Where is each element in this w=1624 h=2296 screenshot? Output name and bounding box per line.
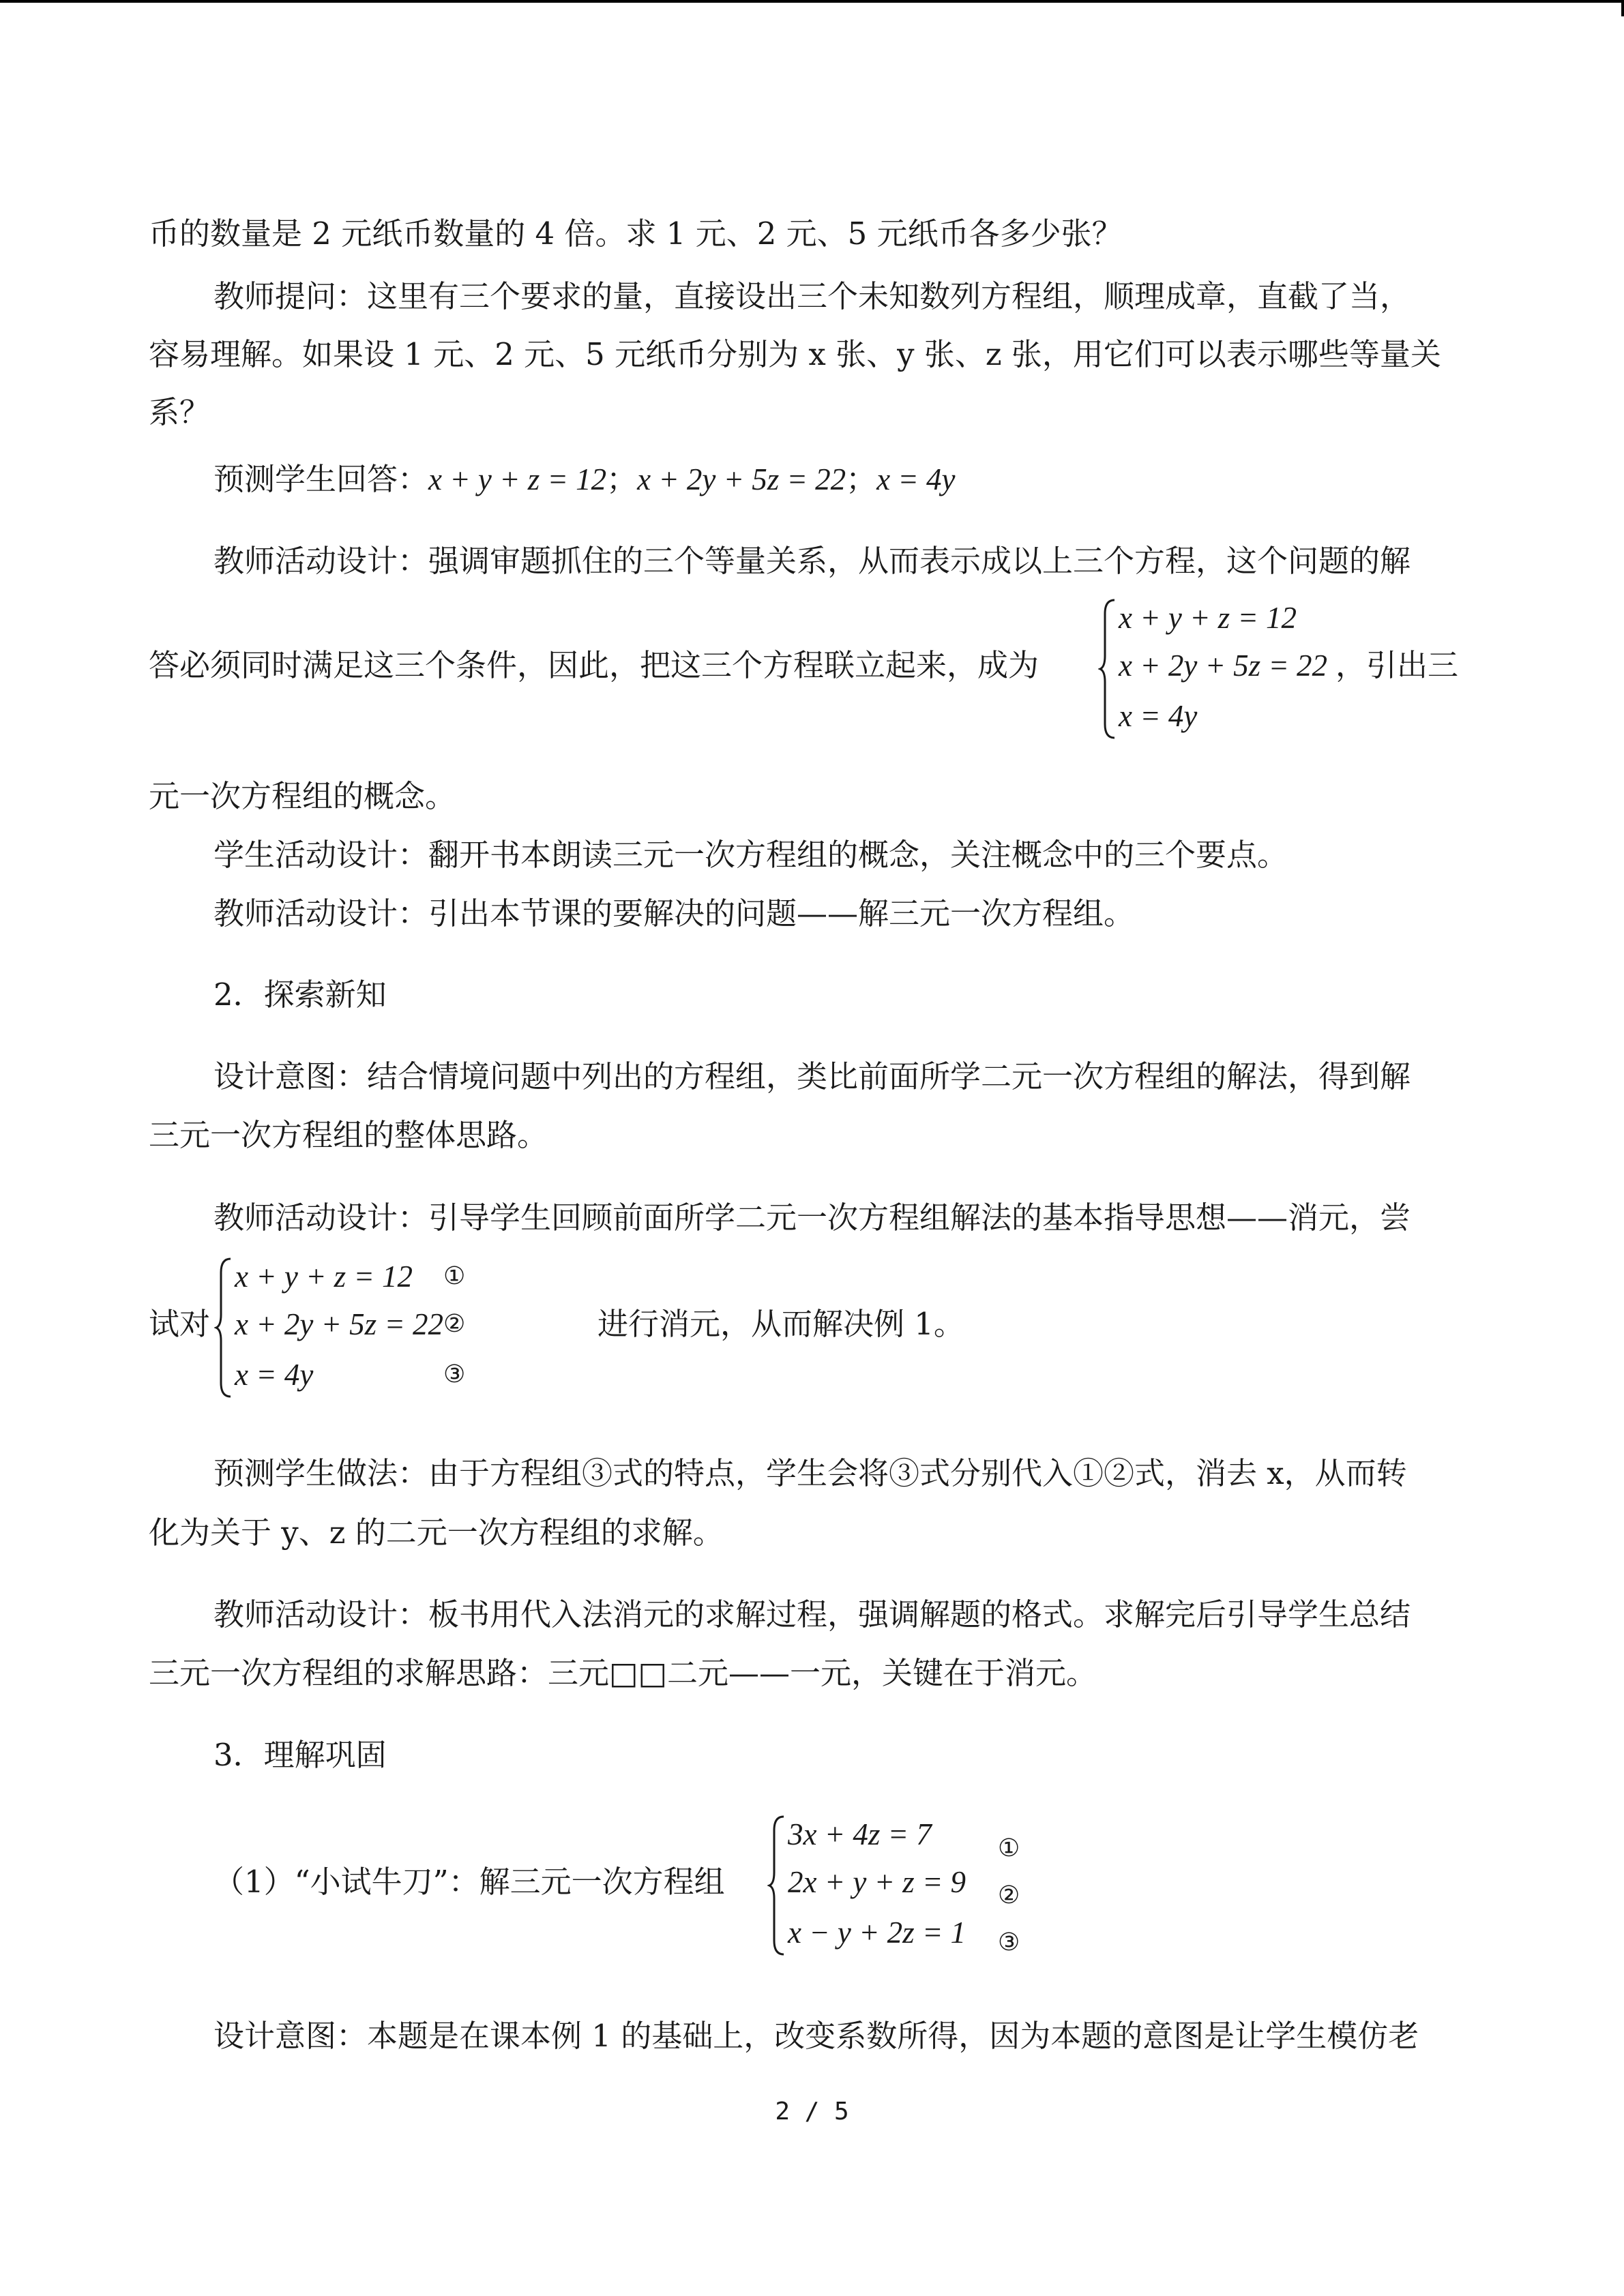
- section-heading: 3．理解巩固: [213, 1737, 387, 1773]
- circled-number: ①: [998, 1834, 1020, 1862]
- left-brace-icon: [214, 1256, 233, 1399]
- circled-number: ①: [443, 1262, 466, 1290]
- paragraph-line: （1）“小试牛刀”：解三元一次方程组: [213, 1864, 725, 1900]
- paragraph-line: 预测学生做法：由于方程组③式的特点，学生会将③式分别代入①②式，消去 x，从而转: [213, 1455, 1407, 1491]
- paragraph-line: 教师活动设计：板书用代入法消元的求解过程，强调解题的格式。求解完后引导学生总结: [213, 1596, 1411, 1632]
- circled-number: ②: [443, 1310, 466, 1338]
- paragraph-line: 进行消元，从而解决例 1。: [597, 1306, 964, 1342]
- circled-number: ③: [443, 1360, 466, 1388]
- page-top-border: [0, 0, 1624, 3]
- paragraph-line: 学生活动设计：翻开书本朗读三元一次方程组的概念，关注概念中的三个要点。: [213, 837, 1288, 873]
- system-equation: x + y + z = 12: [235, 1259, 413, 1294]
- page-number: 2 / 5: [775, 2098, 849, 2126]
- separator: ；: [606, 461, 638, 497]
- separator: ；: [846, 461, 877, 497]
- circled-number: ②: [998, 1881, 1020, 1909]
- system-equation: x + y + z = 12: [1119, 601, 1297, 635]
- equation: x + 2y + 5z = 22: [637, 462, 846, 496]
- paragraph-line: 三元一次方程组的整体思路。: [149, 1117, 548, 1153]
- system-equation: x + 2y + 5z = 22: [1119, 648, 1328, 683]
- left-brace-icon: [1098, 597, 1117, 741]
- paragraph-line: 答必须同时满足这三个条件，因此，把这三个方程联立起来，成为: [149, 647, 1039, 683]
- section-heading: 2．探索新知: [213, 976, 387, 1013]
- paragraph-line: 试对: [149, 1306, 211, 1342]
- system-equation: x + 2y + 5z = 22: [235, 1307, 444, 1341]
- system-equation: 3x + 4z = 7: [788, 1817, 932, 1851]
- answer-line: [213, 459, 955, 500]
- paragraph-line: 容易理解。如果设 1 元、2 元、5 元纸币分别为 x 张、y 张、z 张，用它们可以表示哪些等量关: [149, 336, 1441, 372]
- paragraph-line: 设计意图：本题是在课本例 1 的基础上，改变系数所得，因为本题的意图是让学生模仿老: [213, 2018, 1419, 2054]
- system-equation: x = 4y: [1119, 699, 1198, 733]
- system-equation: x − y + 2z = 1: [788, 1915, 966, 1950]
- paragraph-line: 教师活动设计：引出本节课的要解决的问题——解三元一次方程组。: [213, 895, 1135, 931]
- paragraph-line: 元一次方程组的概念。: [149, 778, 456, 814]
- paragraph-line: ，引出三: [1335, 647, 1459, 683]
- left-brace-icon: [767, 1814, 786, 1957]
- equation: x = 4y: [876, 462, 956, 496]
- circled-number: ③: [998, 1928, 1020, 1956]
- paragraph-line: 化为关于 y、z 的二元一次方程组的求解。: [149, 1515, 724, 1551]
- paragraph-line: 设计意图：结合情境问题中列出的方程组，类比前面所学二元一次方程组的解法，得到解: [213, 1058, 1411, 1094]
- paragraph-line: 教师提问：这里有三个要求的量，直接设出三个未知数列方程组，顺理成章，直截了当，: [213, 278, 1411, 314]
- answer-label: 预测学生回答：: [213, 461, 429, 497]
- paragraph-line: 教师活动设计：强调审题抓住的三个等量关系，从而表示成以上三个方程，这个问题的解: [213, 543, 1411, 579]
- paragraph-line: 币的数量是 2 元纸币数量的 4 倍。求 1 元、2 元、5 元纸币各多少张？: [149, 215, 1123, 252]
- system-equation: x = 4y: [235, 1358, 314, 1392]
- equation: x + y + z = 12: [428, 462, 607, 496]
- paragraph-line: 教师活动设计：引导学生回顾前面所学二元一次方程组解法的基本指导思想——消元，尝: [213, 1199, 1411, 1236]
- system-equation: 2x + y + z = 9: [788, 1865, 966, 1899]
- paragraph-line: 三元一次方程组的求解思路：三元□□二元——一元，关键在于消元。: [149, 1655, 1097, 1691]
- paragraph-line: 系？: [149, 394, 211, 430]
- page-right-border: [1621, 0, 1624, 16]
